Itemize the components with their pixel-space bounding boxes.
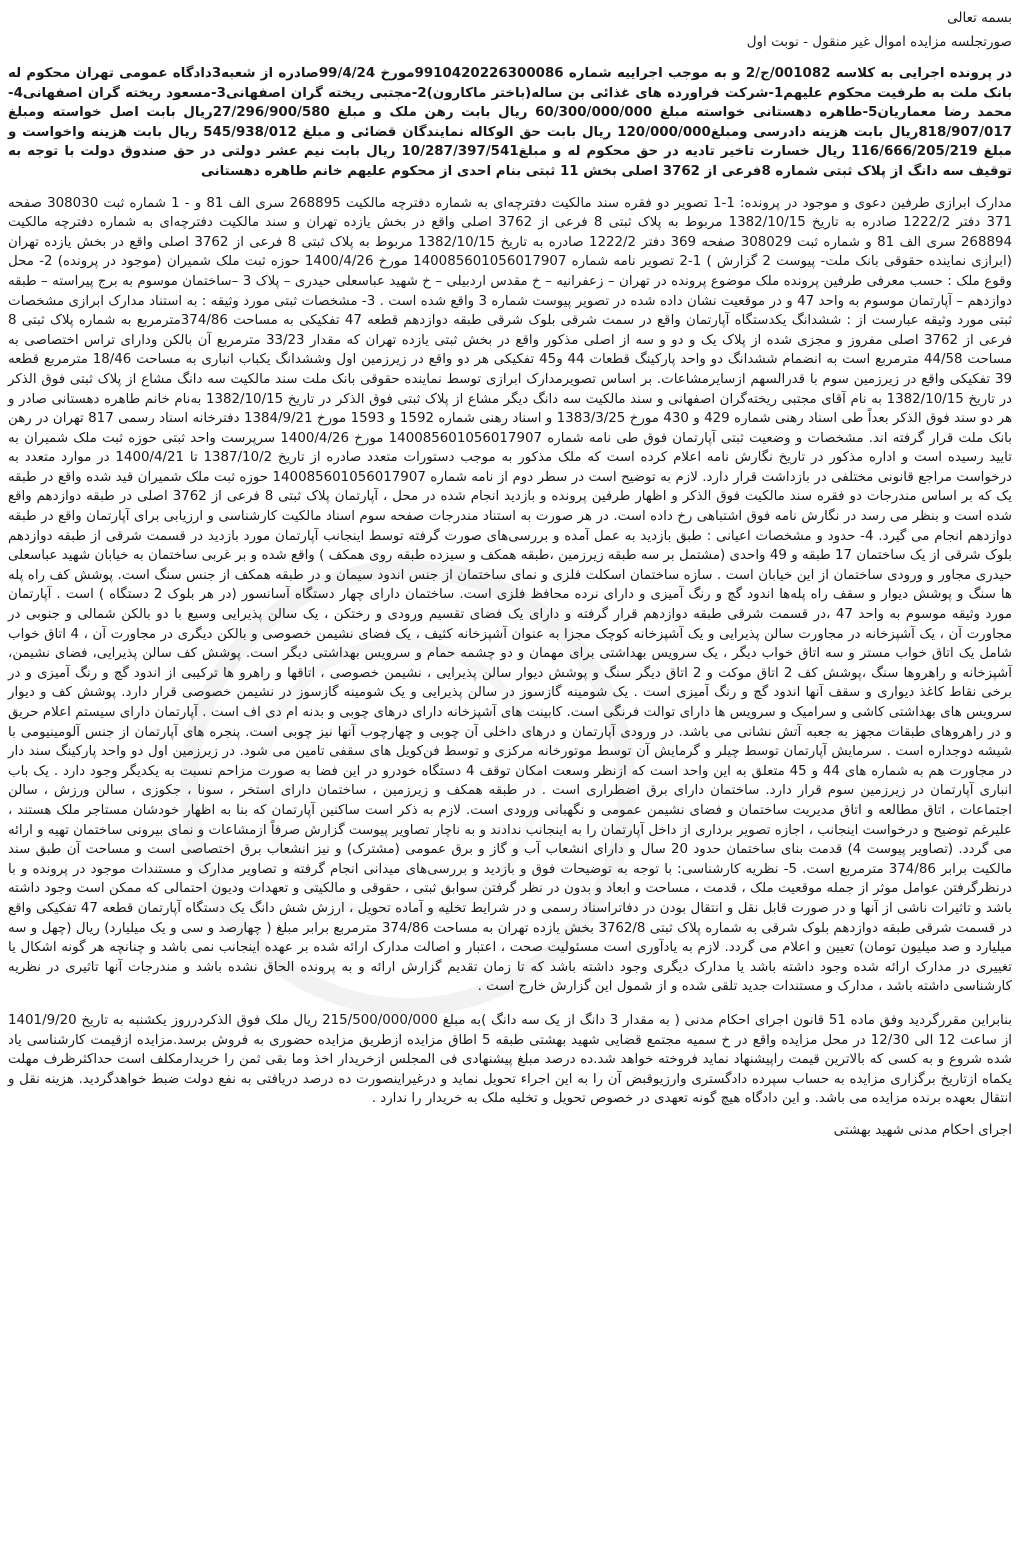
issuer-signature: اجرای احکام مدنی شهید بهشتی (833, 1121, 1012, 1138)
auction-notice-document (8, 6, 1012, 1546)
case-summary-paragraph: در پرونده اجرایی به کلاسه 001082/ج/2 و به موجب اجراییه شماره 9910420226300086مورخ 99/4/24صادره از شعبه3دادگاه عمومی تهران محکوم له بانک ملت به طرفیت محکوم علیهم1-شرکت فراورده های غذائی بن ساله(باختر ماکارون)2-مجتبی ریخته گران اصفهانی3-مسعود ریخته گران اصفهانی4-محمد رضا معماریان5-طاهره دهستانی خواسته مبلغ 60/300/000/000 ریال بابت رهن ملک و مبلغ 27/296/900/580ریال بابت اصل خواسته ومبلغ 818/907/017ریال بابت هزینه دادرسی ومبلغ120/000/000 ریال بابت حق الوکاله نمایندگان قضائی و مبلغ 545/938/012 ریال بابت هزینه واخواست و مبلغ 116/666/205/219 ریال خسارت تاخیر تادیه در حق محکوم له و مبلغ10/287/397/541 ریال بابت نیم عشر دولتی در حق صندوق دولت با توجه به توقیف سه دانگ از پلاک ثبتی شماره 8فرعی از 3762 اصلی بخش 11 ثبتی بنام احدی از محکوم علیهم خانم طاهره دهستانی (8, 66, 1013, 179)
bismillah-heading: بسمه تعالی (947, 10, 1012, 26)
expert-report-paragraph: مدارک ابرازی طرفین دعوی و موجود در پرونده: 1-1 تصویر دو فقره سند مالکیت دفترچه‌ای به شماره دفترچه مالکیت 268895 سری الف 81 و - 1 شماره ثبت 308030 صفحه 371 دفتر 1222/2 صادره به تاریخ 1382/10/15 مربوط به پلاک ثبتی 8 فرعی از 3762 اصلی واقع در بخش یازده تهران و سند مالکیت دفترچه‌ای به شماره دفترچه مالکیت 268894 سری الف 81 و شماره ثبت 308029 صفحه 369 دفتر 1222/2 صادره به تاریخ 1382/10/15 مربوط به پلاک ثبتی 8 فرعی از 3762 اصلی واقع در بخش یازده تهران (ابرازی نماینده حقوقی بانک ملت- پیوست 2 گزارش ) 1-2 تصویر نامه شماره 14008560105601790​7 مورخ 1400/4/26 حوزه ثبت ملک شمیران (موجود در پرونده) 2- محل وقوع ملک : حسب معرفی طرفین پرونده ملک موضوع پرونده در تهران – زعفرانیه – خ مقدس اردبیلی – خ شهید عباسعلی حیدری – پلاک 3 –ساختمان موسوم به برج پیراسته – طبقه دوازدهم – آپارتمان موسوم به واحد 47 و در موقعیت نشان داده شده در تصویر پیوست شماره 3 واقع شده است . 3- مشخصات ثبتی مورد وثیقه : به استناد مدارک ابرازی مشخصات ثبتی مورد وثیقه عبارست از : ششدانگ یکدستگاه آپارتمان واقع در سمت شرقی بلوک شرقی طبقه دوازدهم قطعه 47 تفکیکی به مساحت 374/86مترمربع به شماره پلاک ثبتی 8 فرعی از 3762 اصلی مفروز و مجزی شده از پلاک یک و دو و سه از اصلی مذکور واقع در بخش ثبتی یازده تهران که مقدار 33/23 مترمربع آن بالکن ودارای تراس اختصاصی به مساحت 44/58 مترمربع است به انضمام ششدانگ دو واحد پارکینگ قطعات 44 و45 تفکیکی هر دو واقع در زیرزمین اول وششدانگ یکباب انباری به مساحت 18/46 مترمربع قطعه 39 تفکیکی واقع در زیرزمین سوم با قدرالسهم ازسایرمشاعات. بر اساس تصویرمدارک ابرازی توسط نماینده حقوقی بانک ملت سند مالکیت سه دانگ مشاع از پلاک ثبتی فوق الذکر در تاریخ 1382/10/15 به نام آقای مجتبی ریخته‌گران اصفهانی و سند مالکیت سه دانگ دیگر مشاع از پلاک ثبتی فوق الذکر در تاریخ 1382/10/15 به‌نام خانم طاهره دهستانی صادر و هر دو سند فوق الذکر بعداً طی اسناد رهنی شماره 429 و 430 مورخ 1383/3/25 و اسناد رهنی شماره 1592 و 1593 مورخ 1384/9/21 دفترخانه اسناد رسمی 817 تهران در رهن بانک ملت قرار گرفته اند. مشخصات و وضعیت ثبتی آپارتمان فوق طی نامه شماره 140085601056017907 مورخ 1400/4/26 سرپرست واحد ثبتی حوزه ثبت ملک شمیران به تایید رسیده است و اداره مذکور در تاریخ نگارش نامه اعلام کرده است که ملک مذکور به موجب دستورات متعدد صادره از تاریخ 1387/10/2 تا 1400/4/21 در موارد متعدد به درخواست مراجع قانونی مختلفی در بازداشت قرار دارد. لازم به توضیح است در سطر دوم از نامه شماره 140085601056017907 حوزه ثبت ملک شمیران قید شده واقع در طبقه یک که بر اساس مندرجات دو فقره سند مالکیت فوق الذکر و اظهار طرفین پرونده و بازدید انجام شده در محل ، آپارتمان پلاک ثبتی 8 فرعی از 3762 اصلی در طبقه دوازدهم واقع شده است و بنظر می رسد در نگارش نامه فوق اشتباهی رخ داده است. در هر صورت به استناد مندرجات صفحه سوم اسناد مالکیت کارشناسی و ارزیابی برای آپارتمان واقع در طبقه دوازدهم انجام می گیرد. 4- حدود و مشخصات اعیانی : طبق بازدید به عمل آمده و بررسی‌های صورت گرفته توسط اینجانب آپارتمان مورد بازدید در قسمت شرقی از طبقه دوازدهم بلوک شرقی از یک ساختمان 17 طبقه و 49 واحدی (مشتمل بر سه طبقه زیرزمین ،طبقه همکف و سیزده طبقه روی همکف ) واقع شده و بر غربی ساختمان به خیابان شهید عباسعلی حیدری مجاور و ورودی ساختمان از این خیابان است . سازه ساختمان اسکلت فلزی و نمای ساختمان از جنس اندود سیمان و در طبقه همکف از جنس سنگ است. پوشش کف راه پله ها سنگ و پوشش دیوار و سقف راه پله‌ها اندود گچ و رنگ آمیزی و دارای نرده محافظ فلزی است. ساختمان دارای چهار دستگاه آسانسور (در هر بلوک 2 دستگاه ) است . آپارتمان مورد وثیقه موسوم به واحد 47 ،در قسمت شرقی طبقه دوازدهم قرار گرفته و دارای یک فضای تقسیم ورودی و رختکن ، یک سالن پذیرایی وسیع با دو بالکن شمالی و جنوبی در مجاورت آن ، یک آشپزخانه در مجاورت سالن پذیرایی و یک آشپزخانه کوچک مجزا به عنوان آشپزخانه کثیف ، یک فضای نشیمن خصوصی و بالکن دیگری در مجاورت آن ، 4 اتاق خواب شامل یک اتاق خواب مستر و سه اتاق خواب دیگر ، یک سرویس بهداشتی برای مهمان و دو چشمه حمام و سرویس بهداشتی دیگر است. پوشش کف سالن پذیرایی، فضای نشیمن، آشپزخانه و راهروها سنگ ،پوشش کف 2 اتاق موکت و 2 اتاق دیگر سنگ و پوشش دیوار سالن پذیرایی ، نشیمن خصوصی ، اتاقها و راهرو ها ترکیبی از اندود گچ و رنگ آمیزی و در برخی نقاط کاغذ دیواری و سقف آنها اندود گچ و رنگ آمیزی است . یک شومینه گازسوز در سالن پذیرایی و یک شومینه گازسوز در نشیمن خصوصی قرار دارد. پوشش کف و دیوار سرویس های بهداشتی کاشی و سرامیک و سرویس ها دارای توالت فرنگی است. کابینت های آشپزخانه دارای درهای چوبی و بدنه ام دی اف است . آپارتمان دارای سیستم اعلام حریق و در راهروهای طبقات مجهز به جعبه آتش نشانی می باشد. در ورودی آپارتمان و درهای داخلی آن چوبی و چهارچوب آنها نیز چوبی است. پنجره های آپارتمان از جنس آلومینیومی با شیشه دوجداره است . سرمایش آپارتمان توسط چیلر و گرمایش آن توسط موتورخانه مرکزی و توسط فن‌کویل های سقفی تامین می شود. در زیرزمین اول دو واحد پارکینگ سند دار در مجاورت هم به شماره های 44 و 45 متعلق به این واحد است که ازنظر وسعت امکان توقف 4 دستگاه خودرو در این فضا به صورت مزاحم نسبت به یکدیگر وجود دارد . یک باب انباری آپارتمان در زیرزمین سوم قرار دارد. ساختمان دارای برق اضطراری است . در طبقه همکف و زیرزمین ، ساختمان دارای استخر ، سونا ، جکوزی ، سالن ورزش ، سالن اجتماعات ، اتاق مطالعه و اتاق مدیریت ساختمان و فضای نشیمن عمومی و نگهبانی ورودی است. لازم به ذکر است ساکنین آپارتمان که بنا به اظهار خودشان مستاجر ملک هستند ، علیرغم توضیح و درخواست اینجانب ، اجازه تصویر برداری از داخل آپارتمان را به اینجانب ندادند و به ناچار تصاویر پیوست گزارش صرفاً ازمشاعات و نمای بیرونی ساختمان تهیه و ارائه می گردد. (تصاویر پیوست 4) قدمت بنای ساختمان حدود 20 سال و دارای انشعاب آب و گاز و برق عمومی (مشترک) و نیز انشعاب برق اختصاصی است و مساحت آن طبق سند مالکیت برابر 374/86 مترمربع است. 5- نظریه کارشناسی: با توجه به توضیحات فوق و بازدید و بررسی‌های میدانی انجام گرفته و تصاویر مدارک و مستندات موجود در پرونده و با درنظرگرفتن عوامل موثر از جمله موقعیت ملک ، قدمت ، مساحت و ابعاد و بدون در نظر گرفتن سوابق ثبتی ، حقوقی و مالکیتی و تعهدات ودیون احتمالی که ممکن است وجود داشته باشد و تاثیرات ناشی از آنها و در صورت قابل نقل و انتقال بودن در دفاتراسناد رسمی و در شرایط تخلیه و آماده تحویل ، ارزش شش دانگ یک دستگاه آپارتمان قطعه 47 تفکیکی واقع در قسمت شرقی طبقه دوازدهم بلوک شرقی به شماره پلاک ثبتی 3762/8 بخش یازده تهران به مساحت 374/86 مترمربع برابر مبلغ ( چهارصد و سی و یک میلیارد) ریال (چهل و سه میلیارد و صد میلیون تومان) تعیین و اعلام می گردد. لازم به یادآوری است مسئولیت صحت ، اعتبار و اصالت مدارک ارائه شده بر عهده اینجانب نمی باشد و چنانچه هر گونه اشکال یا تغییری در مدارک ارائه شده وجود داشته باشد یا مدارک دیگری وجود داشته باشد که تا زمان تقدیم گزارش ارائه و به پرونده الحاق نشده باشد و مندرجات آنها تاثیری در نظریه کارشناسی داشته باشد ، مدارک و مستندات جدید تلقی شده و از شمول این گزارش خارج است . (8, 195, 1013, 995)
auction-terms-paragraph: بنابراین مقررگردید وفق ماده 51 قانون اجرای احکام مدنی ( به مقدار 3 دانگ از یک سه دانگ )به مبلغ 215/500/000/000 ریال ملک فوق الذکردرروز یکشنبه به تاریخ 1401/9/20 از ساعت 12 الی 12/30 در محل مزایده واقع در خ سمیه مجتمع قضایی شهید بهشتی طبقه 5 اطاق مزایده ازطریق مزایده حضوری به فروش برسد.مزایده ازقیمت کارشناسی یاد شده شروع و به کسی که بالاترین قیمت راپیشنهاد نماید فروخته خواهد شد.ده درصد مبلغ پیشنهادی فی المجلس ازخریدار اخذ وما بقی ثمن را خریدارمکلف است حداکثرظرف مهلت یکماه ازتاریخ برگزاری مزایده به حساب سپرده دادگستری وارزیوقبض آن را به این اجراء تحویل نماید و درغیراینصورت ده درصد دریافتی به نفع دولت ضبط خواهدگردید. هزینه نقل و انتقال بعهده برنده مزایده می باشد. و این دادگاه هیچ گونه تعهدی در خصوص تحویل و تخلیه ملک به خریدار را ندارد . (8, 1012, 1013, 1107)
notice-title: صورتجلسه مزایده اموال غیر منقول - نوبت اول (746, 34, 1012, 50)
